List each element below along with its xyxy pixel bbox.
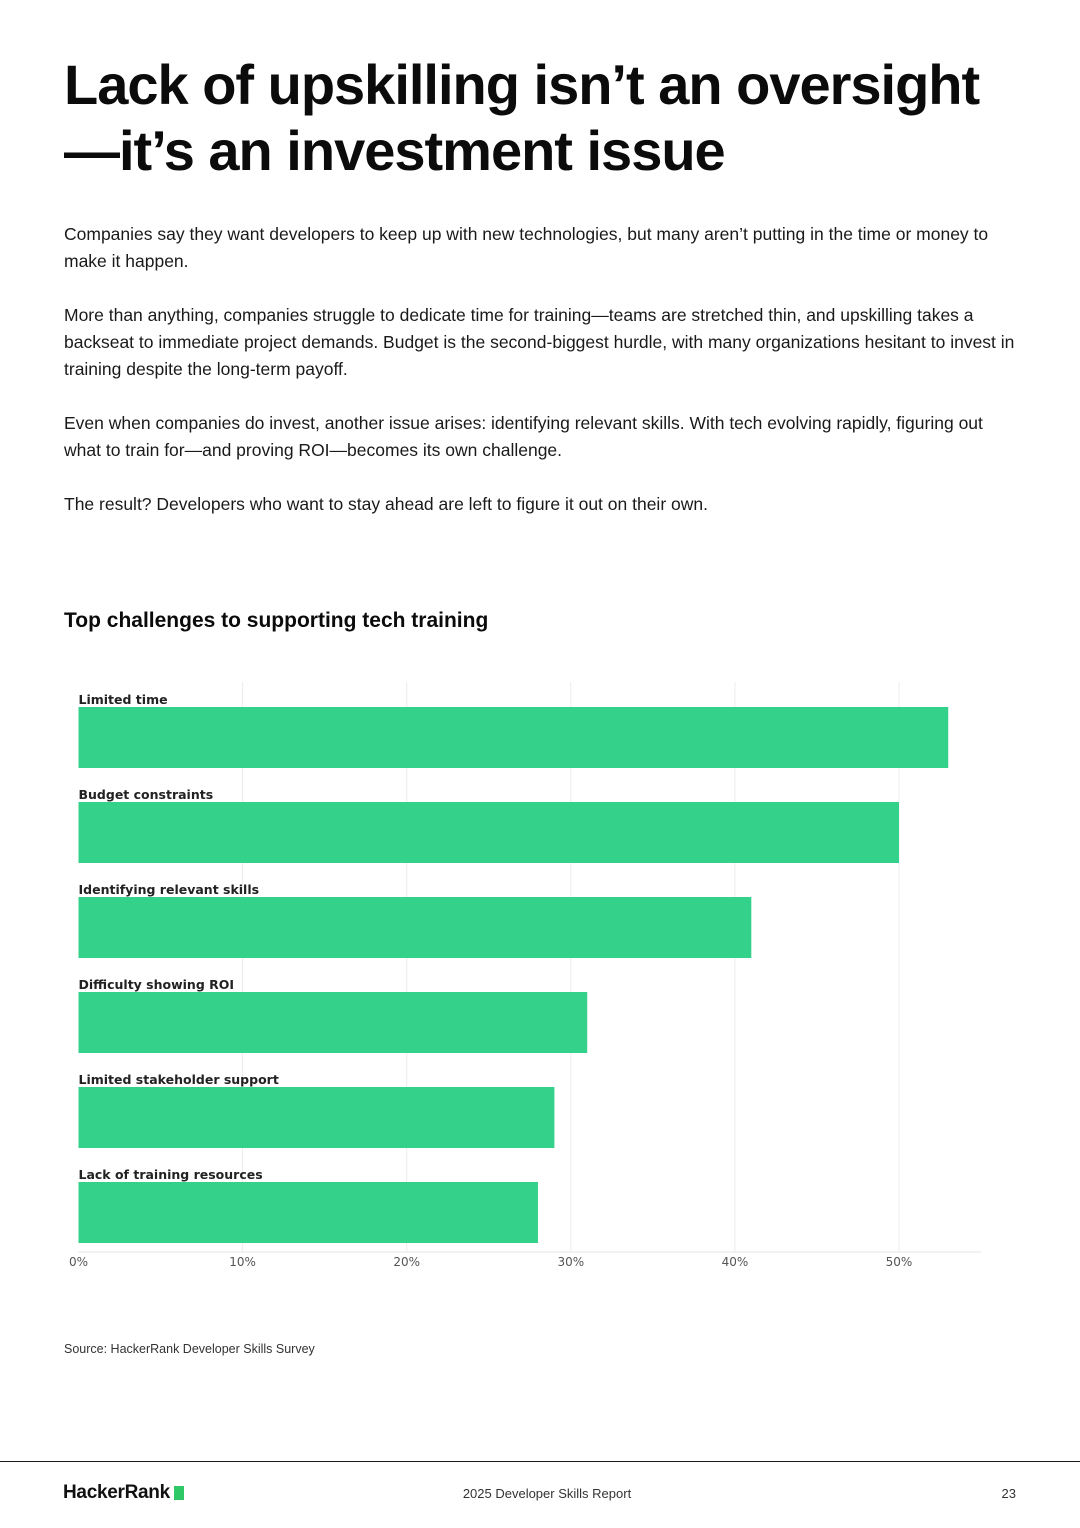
bar — [79, 992, 588, 1053]
bar-label: Identifying relevant skills — [78, 882, 260, 897]
chart-title: Top challenges to supporting tech training — [64, 609, 489, 632]
bar — [79, 897, 752, 958]
x-tick-label: 0% — [68, 1255, 89, 1269]
bar — [79, 1087, 555, 1148]
bar-label: Lack of training resources — [78, 1167, 263, 1182]
chart-bars — [79, 707, 949, 1243]
x-tick-label: 40% — [721, 1255, 749, 1269]
bar — [79, 707, 949, 768]
x-tick-label: 10% — [229, 1255, 256, 1269]
paragraph: More than anything, companies struggle to dedicate time for training—teams are stretched thin, and upskilling takes a backseat to immediate project demands. Budget is the second-biggest hurdle, with many organizations hesitant to invest in training despite the long-term payoff. — [64, 305, 1015, 379]
page-headline: Lack of upskilling isn’t an oversight—it’s an investment issue — [64, 53, 980, 182]
page-number: 23 — [1001, 1486, 1016, 1501]
bar-label: Difficulty showing ROI — [78, 977, 235, 992]
paragraph: Companies say they want developers to keep up with new technologies, but many aren’t putting in the time or money to make it happen. — [64, 224, 989, 271]
report-title: 2025 Developer Skills Report — [462, 1486, 632, 1501]
bar-label: Budget constraints — [78, 787, 214, 802]
chart-category-labels — [79, 692, 279, 1182]
intro-text — [64, 221, 1019, 545]
bar — [79, 1182, 538, 1243]
logo-wordmark: HackerRank — [63, 1482, 170, 1503]
paragraph: Even when companies do invest, another issue arises: identifying relevant skills. With tech evolving rapidly, figuring out what to train for—and proving ROI—becomes its own challenge. — [64, 413, 983, 460]
paragraph: The result? Developers who want to stay ahead are left to figure it out on their own. — [64, 494, 708, 514]
bar — [79, 802, 900, 863]
bar-label: Limited time — [78, 692, 168, 707]
x-tick-label: 20% — [393, 1255, 421, 1269]
x-tick-label: 30% — [557, 1255, 585, 1269]
bar-label: Limited stakeholder support — [78, 1072, 279, 1087]
chart-x-axis-ticks — [69, 1255, 912, 1269]
footer-divider — [0, 1461, 1080, 1462]
x-tick-label: 50% — [885, 1255, 913, 1269]
source-note: Source: HackerRank Developer Skills Survey — [64, 1342, 315, 1356]
chart-gridlines — [79, 682, 982, 1252]
